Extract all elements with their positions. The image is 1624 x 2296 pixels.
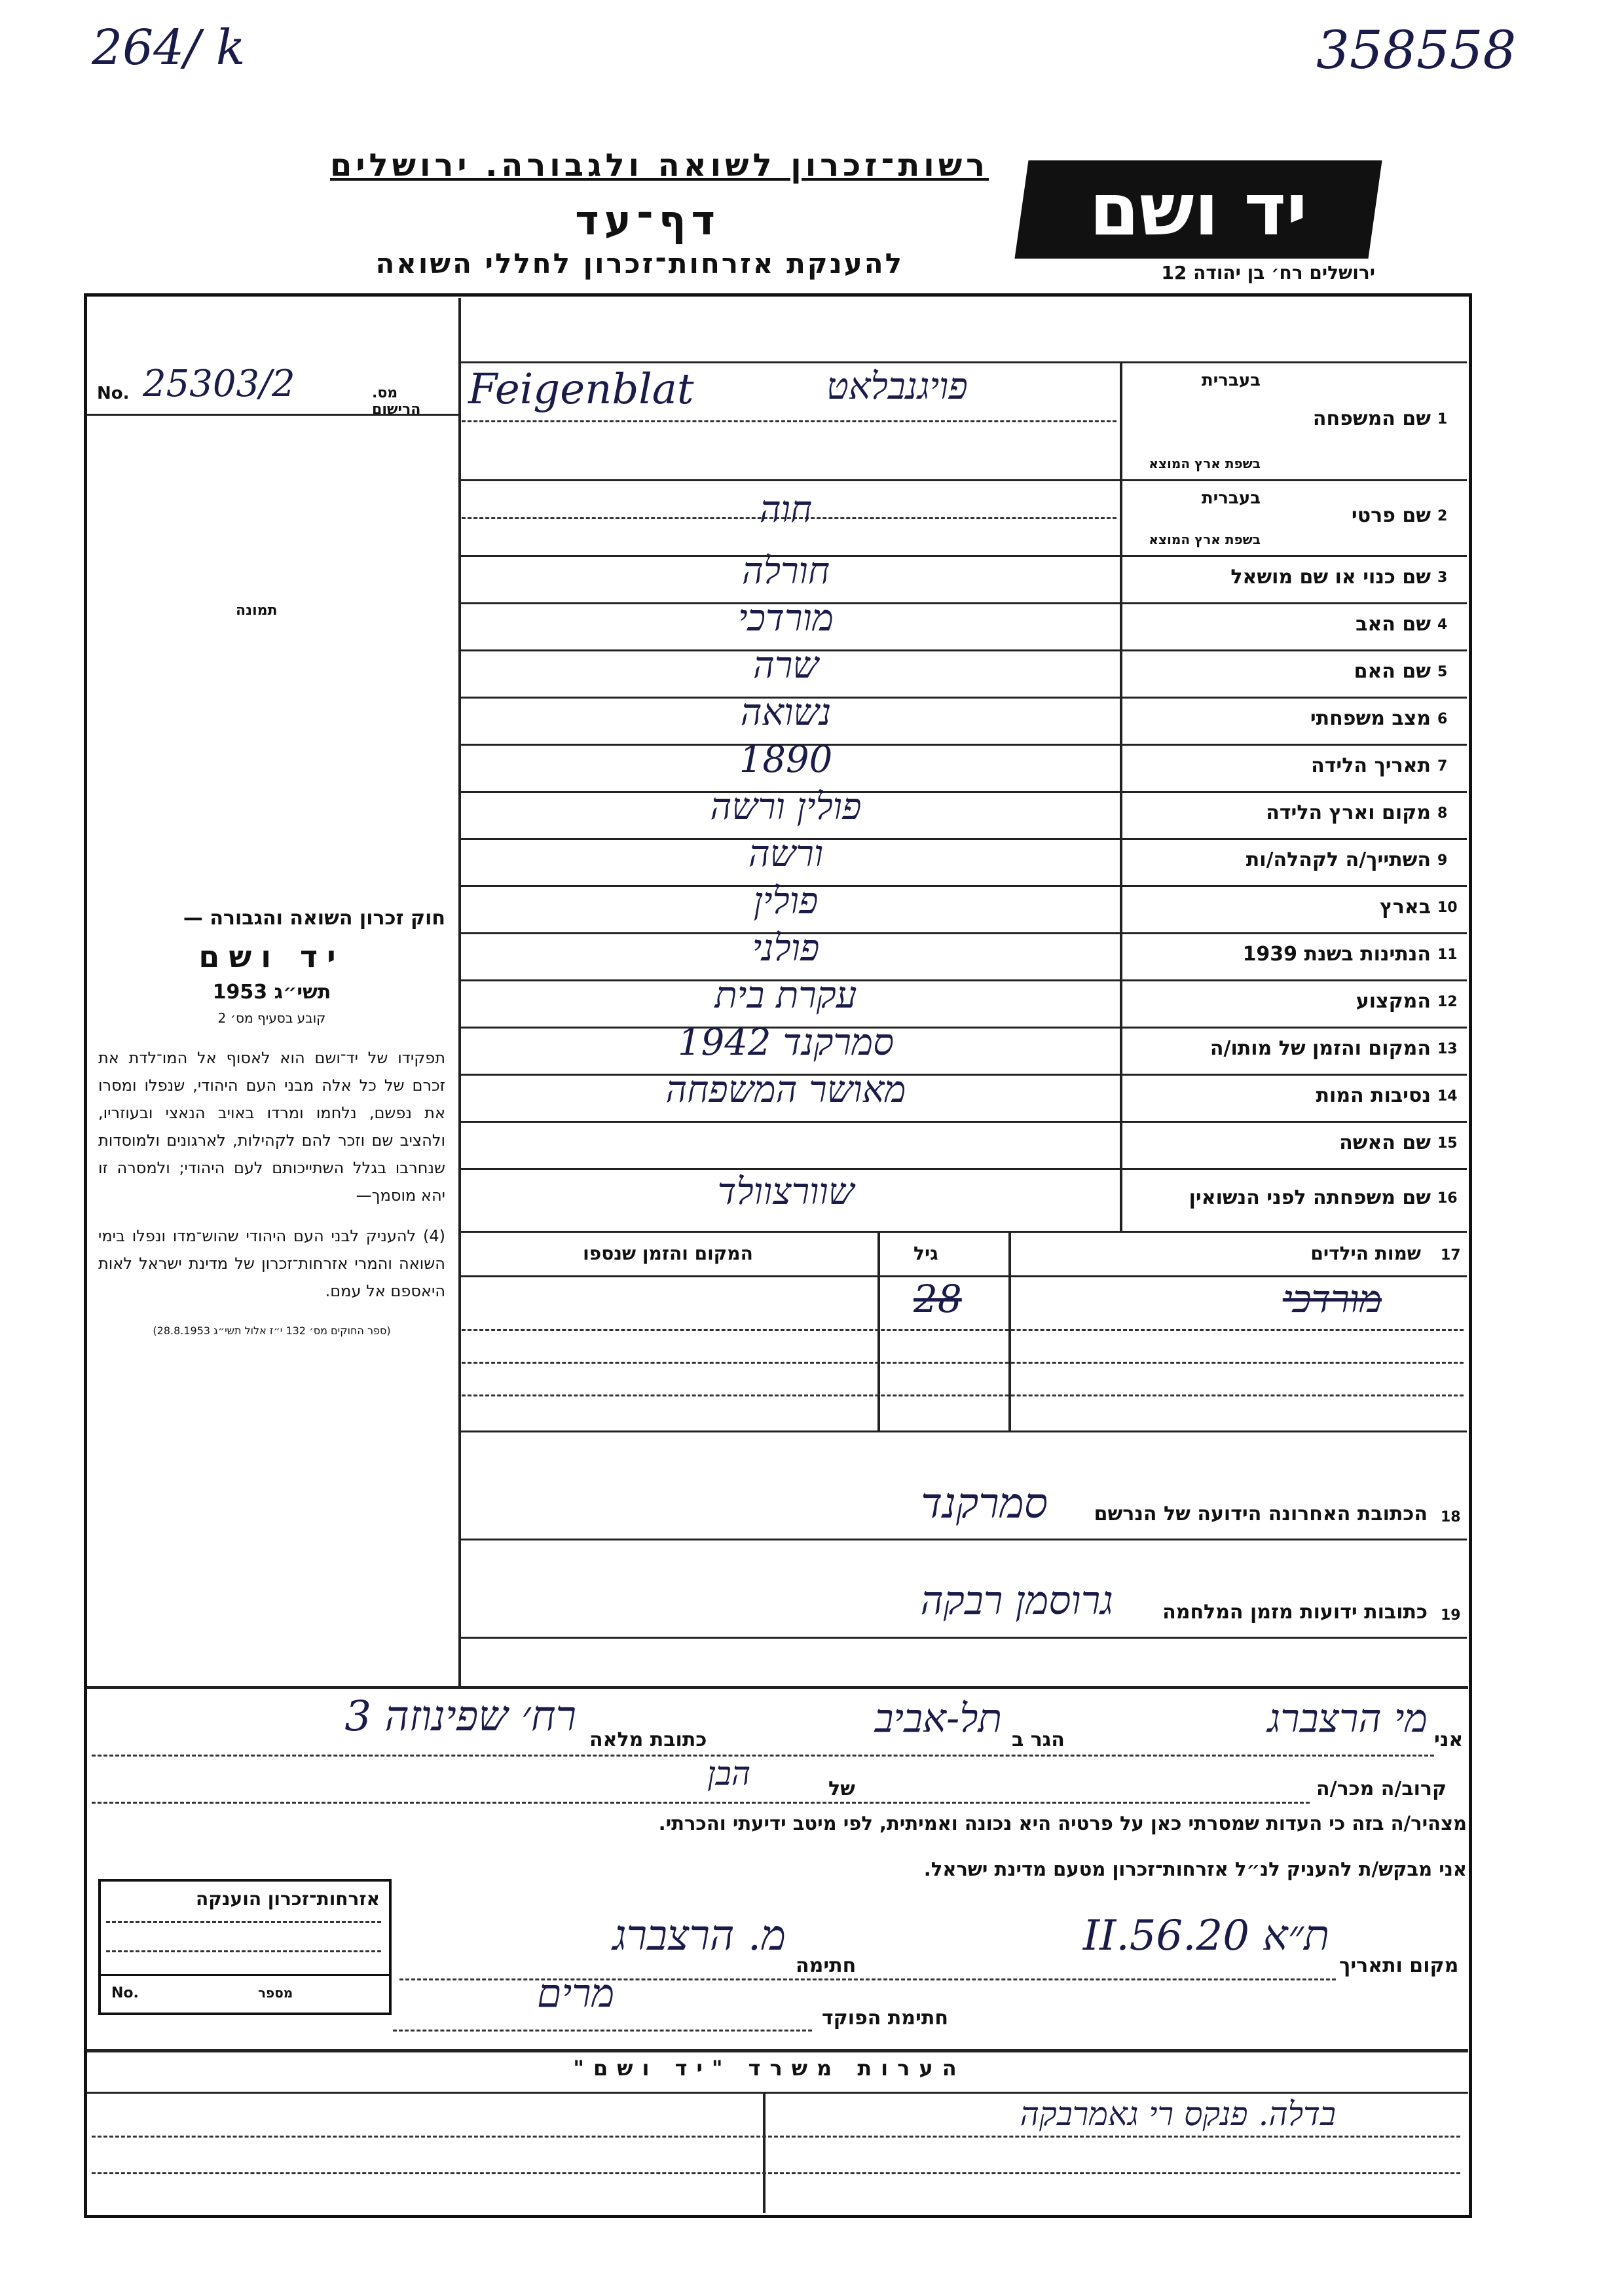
children-names-header: שמות הילדים (1310, 1243, 1421, 1264)
decl-statement-1: מצהיר/ה בזה כי העדות שמסרתי כאן על פרטיה היא נכונה ואמיתית, לפי מיטב ידיעתי והכרתי. (658, 1812, 1467, 1834)
decl-relation: הבן (707, 1755, 751, 1793)
row-line-15 (458, 1168, 1467, 1170)
notes-top (86, 2049, 1468, 2052)
field-14-value: מאושר המשפחה (665, 1068, 906, 1111)
field-6-value: נשואה (740, 691, 832, 734)
field-1-inner-line (462, 420, 1116, 422)
field-7-value: 1890 (739, 738, 833, 781)
law-year: תשי״ג 1953 (212, 981, 331, 1004)
yad-vashem-logo (1014, 160, 1382, 259)
field-18-label: הכתובת האחרונה הידועה של הנרשם (1094, 1503, 1428, 1525)
field-7-label: תאריך הלידה (1311, 754, 1431, 777)
field-13-label: המקום והזמן של מותו/ה (1209, 1037, 1431, 1060)
field-9-value: ורשה (748, 833, 824, 875)
field-8-number: 8 (1437, 805, 1448, 822)
law-name: יד ושם (198, 939, 345, 974)
award-box-number-label: מספר (258, 1985, 293, 2001)
field-12-value: עקרת בית (714, 974, 857, 1017)
field-1-hebrew-tag: בעברית (1201, 371, 1261, 390)
row-line-19 (458, 1637, 1467, 1639)
award-box-title: אזרחות־זכרון הוענקה (196, 1888, 380, 1910)
notes-line-2 (92, 2172, 1460, 2174)
notes-title: הערות משרד "יד ושם" (573, 2056, 966, 2081)
field-12-label: המקצוע (1356, 990, 1431, 1013)
field-16-number: 16 (1437, 1190, 1458, 1207)
decl-relative-label: קרוב/ה מכר/ה (1316, 1777, 1447, 1800)
children-place-header: המקום והזמן שנספו (583, 1243, 753, 1264)
officer-signature: מרים (537, 1971, 615, 2016)
field-9-label: השתייך/ה לקהלה/ות (1246, 848, 1431, 871)
decl-resident-label: הגר ב (1012, 1728, 1065, 1751)
archive-number-right: 358558 (1316, 20, 1517, 81)
registration-number: 25303/2 (143, 363, 295, 405)
registration-prefix: No. (97, 384, 130, 403)
notes-value: בדלה. פנקס רי גאמרבקה (1020, 2095, 1336, 2133)
decl-address-label: כתובת מלאה (589, 1728, 707, 1751)
registration-line (86, 414, 460, 416)
logo-text: יד ושם (1089, 168, 1308, 251)
law-clause: קובע בסעיף מס׳ 2 (217, 1010, 326, 1026)
children-row-line-1 (462, 1329, 1464, 1331)
children-table-bottom (458, 1430, 1467, 1432)
field-2-value: חוה (759, 488, 813, 531)
field-14-label: נסיבות המות (1316, 1084, 1431, 1107)
decl-line-2 (92, 1802, 1310, 1804)
decl-place-date: ת״א 20.II.56 (1082, 1912, 1329, 1960)
field-13-value: סמרקנד 1942 (678, 1021, 894, 1064)
notes-header-line (86, 2092, 1468, 2094)
field-8-value: פולין ורשה (710, 786, 862, 828)
field-6-number: 6 (1437, 711, 1448, 727)
field-19-value: גרוסמן רבקה (920, 1578, 1113, 1624)
decl-statement-2: אני מבקש/ת להעניק לנ״ל אזרחות־זכרון מטעם מדינת ישראל. (923, 1858, 1467, 1880)
field-14-number: 14 (1437, 1088, 1458, 1104)
decl-name: מי הרצברג (1267, 1696, 1428, 1741)
law-source: (ספר החוקים מס׳ 132 י״ז אלול תשי״ג 28.8.1953) (153, 1324, 391, 1337)
field-1-origin-tag: בשפת ארץ המוצא (1149, 456, 1261, 471)
form-title: דף־עד (575, 196, 720, 244)
logo-address: ירושלים רח׳ בן יהודה 12 (1161, 262, 1375, 283)
registration-label: מס. הרישום (372, 385, 421, 418)
field-4-label: שם האב (1356, 613, 1431, 636)
law-body-2: (4) להעניק לבני העם היהודי שהוש־מדו ונפלו בימי השואה והמרי אזרחות־זכרון של מדינת ישראל לאות היאספם אל עמם. (98, 1227, 445, 1300)
field-11-number: 11 (1437, 947, 1458, 963)
field-1-number: 1 (1437, 411, 1448, 428)
law-text-block (98, 907, 445, 1337)
field-16-label: שם משפחתה לפני הנשואין (1189, 1186, 1431, 1209)
label-column-divider (1120, 361, 1122, 1232)
decl-address: רח׳ שפינוזה 3 (344, 1692, 576, 1741)
award-box-prefix: No. (111, 1985, 139, 2001)
field-2-origin-tag: בשפת ארץ המוצא (1149, 532, 1261, 547)
field-18-value: סמרקנד (921, 1480, 1048, 1528)
law-title: חוק זכרון השואה והגבורה — (183, 907, 445, 930)
field-17-number: 17 (1441, 1247, 1461, 1264)
field-11-value: פולני (752, 927, 820, 970)
notes-line-1 (92, 2136, 1460, 2138)
award-box (98, 1879, 392, 2015)
field-3-number: 3 (1437, 570, 1448, 586)
field-18-number: 18 (1441, 1509, 1461, 1525)
field-9-number: 9 (1437, 852, 1448, 869)
decl-ani: אני (1434, 1728, 1464, 1751)
decl-line-1 (92, 1755, 1434, 1757)
officer-line (393, 2030, 812, 2032)
field-2-number: 2 (1437, 508, 1448, 524)
officer-signature-label: חתימת הפוקד (822, 2007, 948, 2030)
child-1-name: מורדכי (1282, 1277, 1382, 1321)
field-10-label: בארץ (1379, 896, 1431, 919)
registration-field (97, 363, 451, 418)
field-2-hebrew-tag: בעברית (1201, 488, 1261, 508)
field-12-number: 12 (1437, 994, 1458, 1010)
field-1-value: פויגנבלאט (826, 365, 968, 408)
archive-number-left: 264/ k (92, 20, 246, 76)
children-table-top (458, 1231, 1467, 1233)
children-age-header: גיל (913, 1243, 938, 1264)
field-11-label: הנתינות בשנת 1939 (1242, 943, 1431, 966)
field-1-value-latin: Feigenblat (468, 365, 694, 414)
field-7-number: 7 (1437, 758, 1448, 774)
field-8-label: מקום וארץ הלידה (1266, 801, 1431, 824)
field-5-value: שרה (753, 644, 819, 687)
field-5-number: 5 (1437, 664, 1448, 680)
left-column-divider (458, 298, 461, 1686)
decl-place-date-label: מקום ותאריך (1339, 1954, 1459, 1977)
authority-title: רשות־זכרון לשואה ולגבורה. ירושלים (329, 147, 989, 184)
child-1-age: 28 (913, 1277, 962, 1321)
field-19-label: כתובות ידועות מזמן המלחמה (1162, 1601, 1428, 1624)
header-strip-line (458, 361, 1467, 363)
field-3-value: חורלה (742, 550, 830, 592)
field-2-label: שם פרטי (1351, 504, 1431, 527)
decl-signature: מ. הרצברג (612, 1912, 786, 1960)
field-4-value: מורדכי (738, 597, 834, 640)
field-15-label: שם האשה (1339, 1131, 1431, 1154)
decl-signature-label: חתימה (796, 1954, 857, 1977)
field-3-label: שם כנוי או שם מושאל (1230, 566, 1431, 589)
field-4-number: 4 (1437, 617, 1448, 633)
field-15-number: 15 (1437, 1135, 1458, 1152)
form-subtitle: להענקת אזרחות־זכרון לחללי השואה (375, 247, 904, 280)
field-1-label: שם המשפחה (1312, 407, 1431, 430)
section-divider (86, 1686, 1468, 1689)
notes-divider (763, 2092, 766, 2213)
children-row-line-3 (462, 1394, 1464, 1396)
field-10-number: 10 (1437, 900, 1458, 916)
row-line-18 (458, 1539, 1467, 1540)
decl-city: תל-אביב (874, 1696, 1002, 1741)
photo-label: תמונה (236, 602, 278, 619)
decl-of-label: של (828, 1777, 855, 1800)
field-5-label: שם האם (1354, 660, 1431, 683)
row-line-2 (458, 555, 1467, 557)
field-6-label: מצב משפחתי (1310, 707, 1431, 730)
field-16-value: שוורצוולד (717, 1171, 855, 1213)
field-19-number: 19 (1441, 1607, 1461, 1624)
children-row-line-2 (462, 1362, 1464, 1364)
row-line-1 (458, 479, 1467, 481)
row-line-14 (458, 1121, 1467, 1123)
law-body-1: תפקידו של יד־ושם הוא לאסוף אל המו־לדת את זכרם של כל אלה מבני העם היהודי, שנפלו ומסרו את נפשם, נלחמו ומרדו באויב הנאצי ובעוזריו, ולהציב שם וזכר להם לקהילות, לארגונים ולמוסדות שנחרבו בגלל השתייכותם לעם היהודי; ולמסרה זו יהא מוסמך— (98, 1049, 445, 1205)
field-13-number: 13 (1437, 1041, 1458, 1057)
field-10-value: פולין (753, 880, 819, 922)
